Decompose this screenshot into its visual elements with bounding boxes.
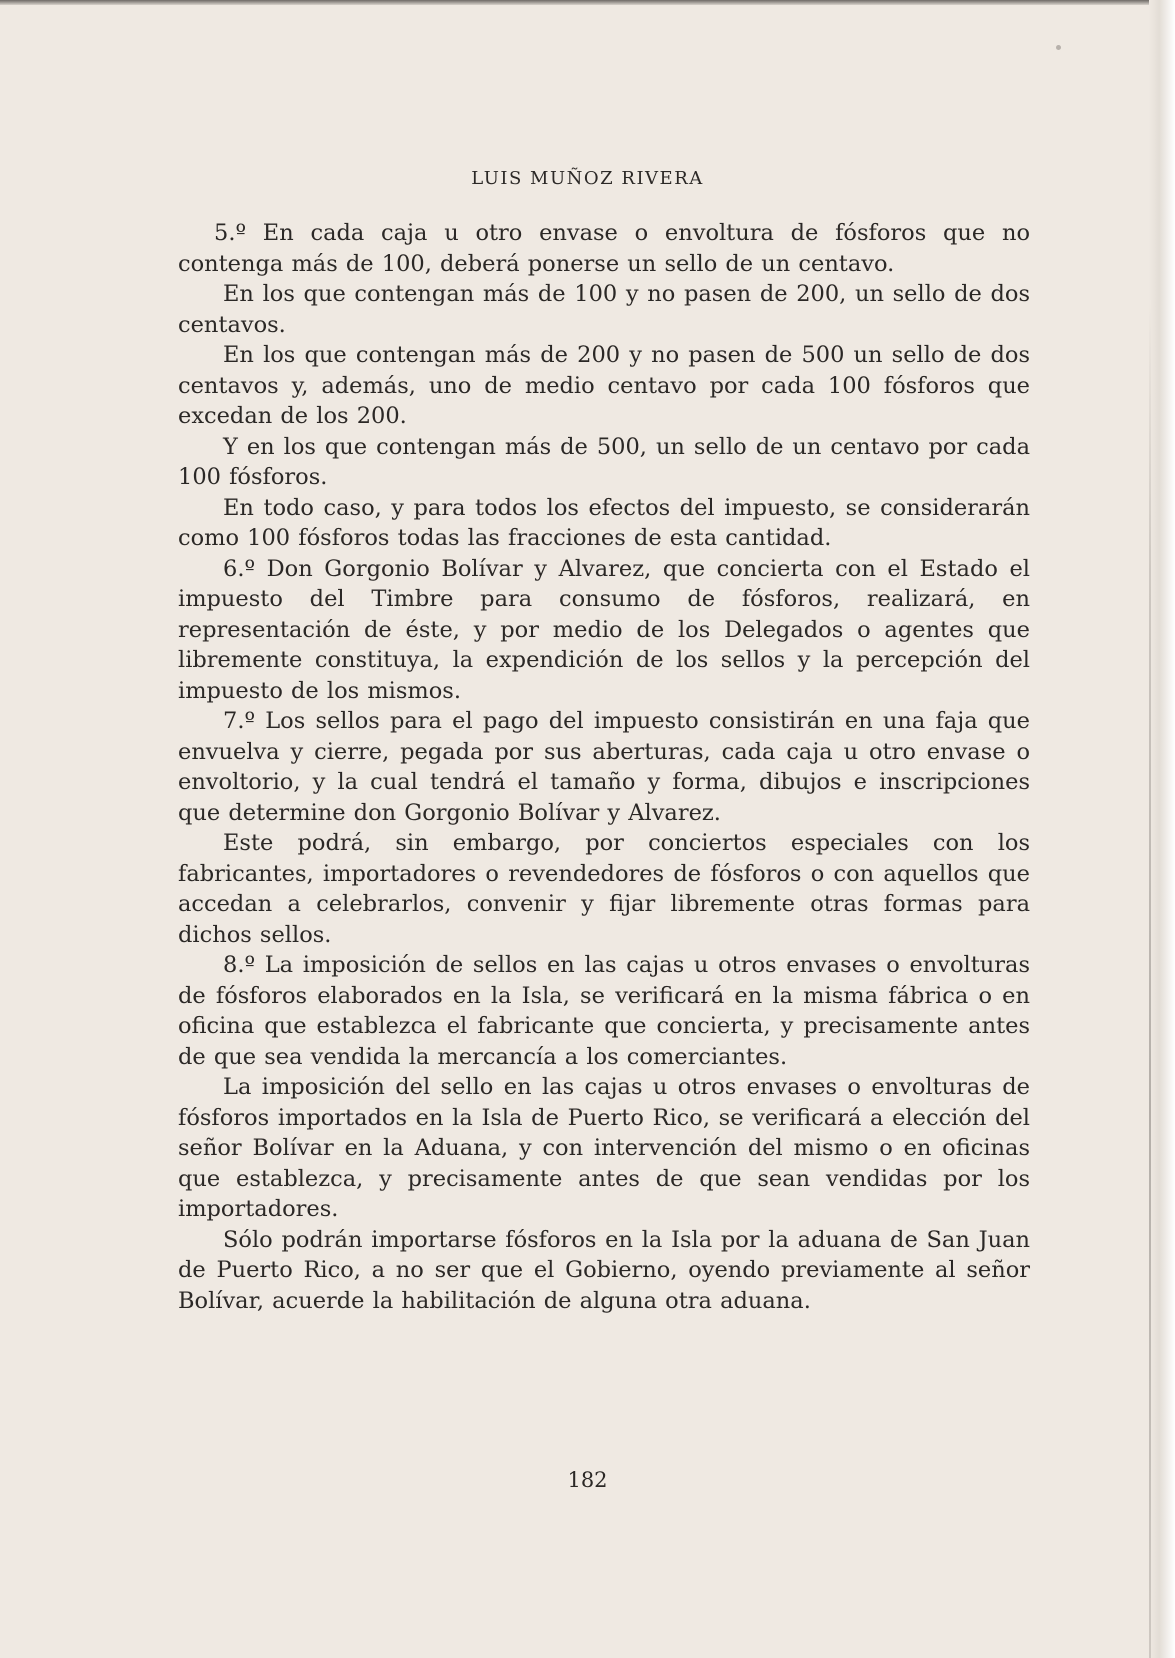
paragraph-article-7: 7.º Los sellos para el pago del impuesto consistirán en una faja que envuelva y cierre, pegada por sus aberturas, cada caja u otro envase o envoltorio, y la cual tendrá el tamaño y forma, dibujos e inscripciones que determine don Gorgonio Bolívar y Alvarez. [178,708,1030,826]
paragraph-article-5: 5.º En cada caja u otro envase o envoltura de fósforos que no contenga más de 100, deberá ponerse un sello de un centavo. [178,220,1030,277]
paragraph: En todo caso, y para todos los efectos del impuesto, se considerarán como 100 fósforos todas las fracciones de esta cantidad. [178,494,1030,551]
paragraph: En los que contengan más de 100 y no pasen de 200, un sello de dos centavos. [178,281,1030,338]
paragraph: En los que contengan más de 200 y no pasen de 500 un sello de dos centavos y, además, uno de medio centavo por cada 100 fósforos que excedan de los 200. [178,342,1030,429]
paragraph-article-6: 6.º Don Gorgonio Bolívar y Alvarez, que concierta con el Estado el impuesto del Timbre para consumo de fósforos, realizará, en representación de éste, y por medio de los Delegados o agentes que libremente constituya, la expendición de los sellos y la percepción del impuesto de los mismos. [178,555,1030,704]
paragraph: Y en los que contengan más de 500, un sello de un centavo por cada 100 fósforos. [178,433,1030,490]
body-text [178,218,1030,1316]
running-head: LUIS MUÑOZ RIVERA [471,168,704,189]
paragraph-article-8: 8.º La imposición de sellos en las cajas u otros envases o envolturas de fósforos elaborados en la Isla, se verificará en la misma fábrica o en oficina que establezca el fabricante que concierta, y precisamente antes de que sea vendida la mercancía a los comerciantes. [178,952,1030,1070]
page-number: 182 [567,1468,608,1492]
paragraph: Este podrá, sin embargo, por conciertos especiales con los fabricantes, importadores o revendedores de fósforos o con aquellos que accedan a celebrarlos, convenir y fijar libremente otras formas para dichos sellos. [178,830,1030,948]
paragraph: Sólo podrán importarse fósforos en la Isla por la aduana de San Juan de Puerto Rico, a no ser que el Gobierno, oyendo previamente al señor Bolívar, acuerde la habilitación de alguna otra aduana. [178,1226,1030,1314]
paragraph: La imposición del sello en las cajas u otros envases o envolturas de fósforos importados en la Isla de Puerto Rico, se verificará a elección del señor Bolívar en la Aduana, y con intervención del mismo o en oficinas que establezca, y precisamente antes de que sean vendidas por los importadores. [178,1074,1030,1222]
